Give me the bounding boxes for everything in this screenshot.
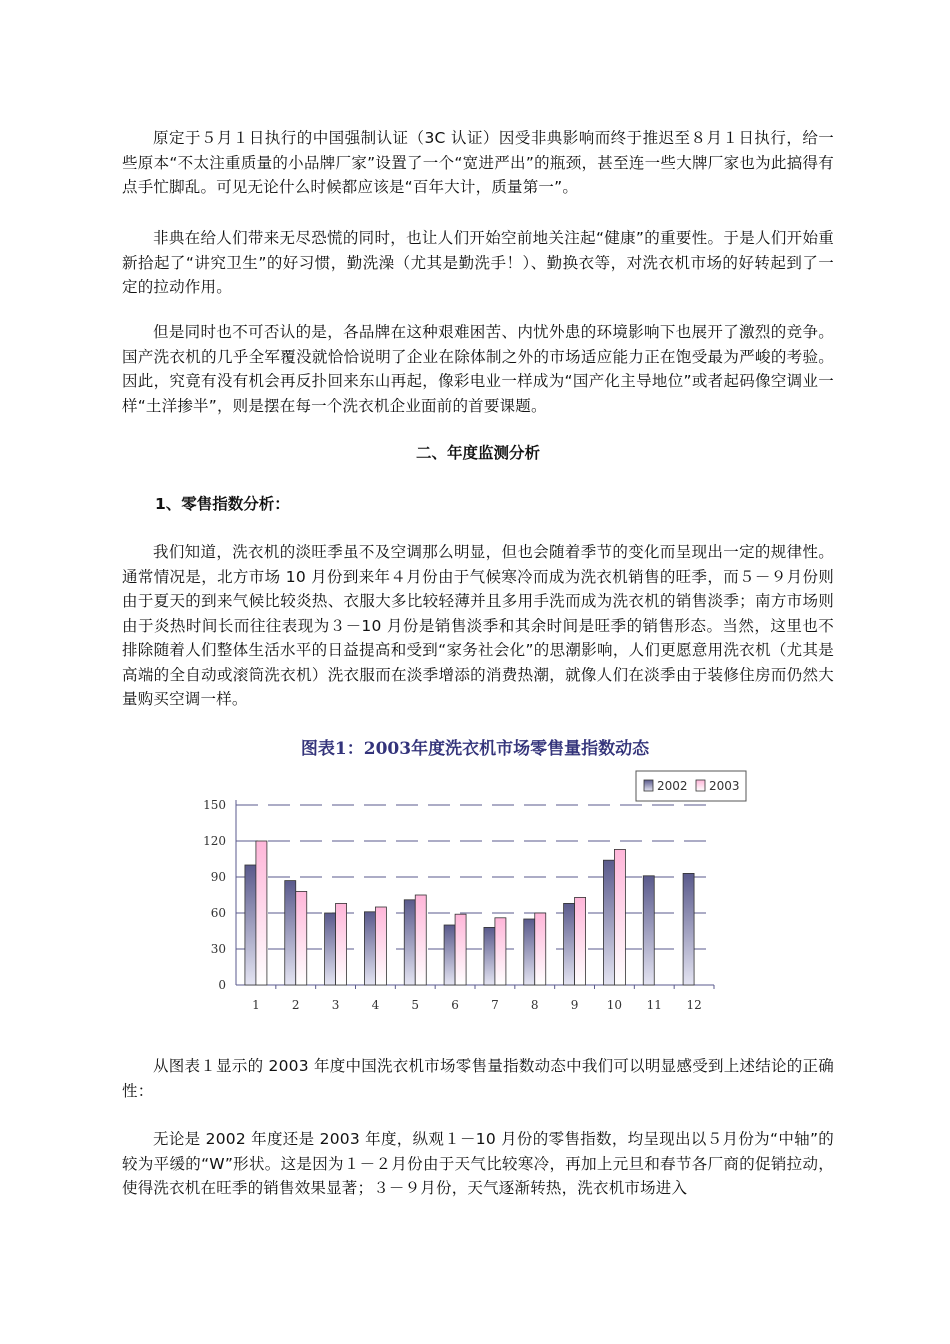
y-tick-label: 30: [210, 942, 226, 956]
bar-2003-2: [296, 891, 307, 985]
legend-swatch-2002: [644, 780, 653, 791]
x-tick-label: 2: [291, 998, 300, 1012]
x-tick-label: 6: [451, 998, 459, 1012]
bar-2002-1: [245, 865, 256, 985]
y-tick-label: 60: [210, 906, 226, 920]
paragraph-3c-certification: 原定于５月１日执行的中国强制认证（3C 认证）因受非典影响而终于推迟至８月１日执行，给一些原本“不太注重质量的小品牌厂家”设置了一个“宽进严出”的瓶颈，甚至连一些大牌厂家也为此搞得有点手忙脚乱。可见无论什么时候都应该是“百年大计，质量第一”。: [122, 129, 834, 196]
legend-label-2003: 2003: [709, 779, 740, 793]
bar-2002-8: [524, 919, 535, 985]
y-tick-label: 90: [210, 870, 226, 884]
bar-2003-4: [375, 907, 386, 985]
x-tick-label: 4: [371, 998, 380, 1012]
paragraph-sars-health: 非典在给人们带来无尽恐慌的同时，也让人们开始空前地关注起“健康”的重要性。于是人们开始重新拾起了“讲究卫生”的好习惯，勤洗澡（尤其是勤洗手！）、勤换衣等，对洗衣机市场的好转起到了一定的拉动作用。: [122, 229, 834, 296]
legend-swatch-2003: [696, 780, 705, 791]
x-tick-label: 12: [686, 998, 702, 1012]
y-tick-label: 150: [203, 798, 226, 812]
legend-label-2002: 2002: [657, 779, 688, 793]
chart-title: 图表1：2003年度洗衣机市场零售量指数动态: [300, 739, 650, 759]
bar-2003-8: [535, 913, 546, 985]
paragraph-w-shape: 无论是 2002 年度还是 2003 年度，纵观１－10 月份的零售指数，均呈现出以５月份为“中轴”的较为平缓的“W”形状。这是因为１－２月份由于天气比较寒冷，再加上元旦和春节各厂商的促销拉动，使得洗衣机在旺季的销售效果显著；３－９月份，天气逐渐转热，洗衣机市场进入: [122, 1130, 834, 1197]
bar-2002-11: [643, 876, 654, 985]
paragraph-competition: 但是同时也不可否认的是，各品牌在这种艰难困苦、内忧外患的环境影响下也展开了激烈的竞争。国产洗衣机的几乎全军覆没就恰恰说明了企业在除体制之外的市场适应能力正在饱受最为严峻的考验。因此，究竟有没有机会再反扑回来东山再起，像彩电业一样成为“国产化主导地位”或者起码像空调业一样“土洋掺半”，则是摆在每一个洗衣机企业面前的首要课题。: [122, 323, 834, 415]
x-tick-label: 11: [646, 998, 662, 1012]
bar-2002-4: [364, 912, 375, 985]
bar-2003-5: [415, 895, 426, 985]
bar-2002-10: [603, 860, 614, 985]
bar-2003-7: [495, 918, 506, 985]
bar-2002-6: [444, 925, 455, 985]
bar-2002-9: [564, 903, 575, 985]
section-heading: 二、年度监测分析: [415, 444, 540, 462]
paragraph-seasonality: 我们知道，洗衣机的淡旺季虽不及空调那么明显，但也会随着季节的变化而呈现出一定的规律性。通常情况是，北方市场 10 月份到来年４月份由于气候寒冷而成为洗衣机销售的旺季，而５－９月份则由于夏天的到来气候比较炎热、衣服大多比较轻薄并且多用手洗而成为洗衣机的销售淡季；南方市场则由于炎热时间长而往往表现为３－10 月份是销售淡季和其余时间是旺季的销售形态。当然，这里也不排除随着人们整体生活水平的日益提高和受到“家务社会化”的思潮影响，人们更愿意用洗衣机（尤其是高端的全自动或滚筒洗衣机）洗衣服而在淡季增添的消费热潮，就像人们在淡季由于装修住房而仍然大量购买空调一样。: [122, 543, 834, 708]
paragraph-chart-intro: 从图表１显示的 2003 年度中国洗衣机市场零售量指数动态中我们可以明显感受到上述结论的正确性：: [122, 1057, 834, 1100]
y-tick-label: 0: [218, 978, 226, 992]
bar-2002-3: [325, 913, 336, 985]
bar-2003-6: [455, 914, 466, 985]
x-tick-label: 10: [606, 998, 623, 1012]
x-tick-label: 9: [570, 998, 579, 1012]
y-tick-label: 120: [203, 834, 226, 848]
x-tick-label: 3: [331, 998, 340, 1012]
bar-2003-10: [614, 849, 625, 985]
x-tick-label: 7: [491, 998, 499, 1012]
bar-2003-9: [575, 897, 586, 985]
bar-2003-1: [256, 841, 267, 985]
x-tick-label: 5: [411, 998, 420, 1012]
bar-2002-12: [683, 873, 694, 985]
sub-heading: 1、零售指数分析：: [155, 495, 290, 513]
bar-2002-7: [484, 927, 495, 985]
x-tick-label: 1: [252, 998, 260, 1012]
x-tick-label: 8: [530, 998, 539, 1012]
bar-2002-5: [404, 900, 415, 985]
bar-2002-2: [285, 881, 296, 985]
bar-2003-3: [336, 903, 347, 985]
bar-chart: [190, 768, 760, 1028]
